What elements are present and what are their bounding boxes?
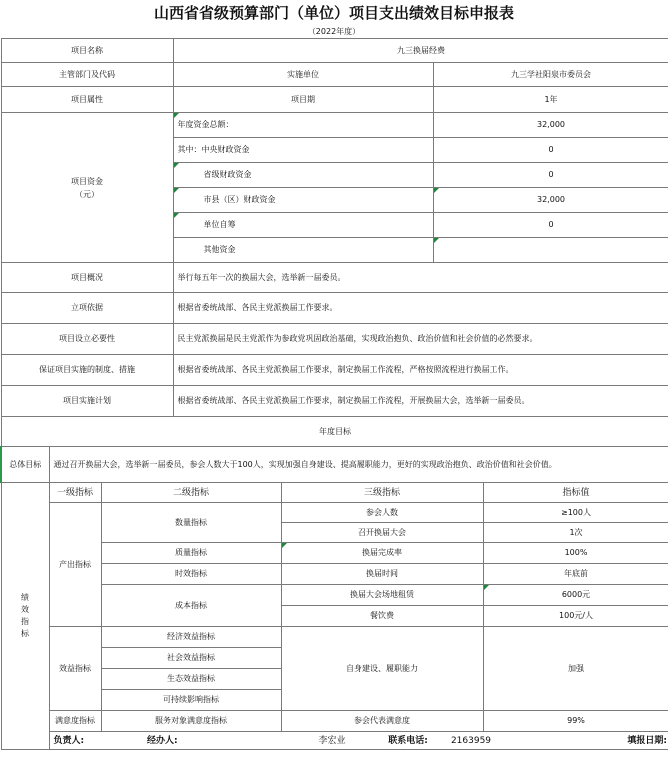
header-l2: 二级指标 bbox=[101, 483, 281, 503]
funds-total-label: 年度资金总额： bbox=[173, 113, 433, 138]
output-l2-time: 时效指标 bbox=[101, 564, 281, 585]
funds-central-value: 0 bbox=[433, 138, 668, 163]
output-l3: 换届时间 bbox=[281, 564, 483, 585]
date-label: 填报日期: bbox=[509, 732, 668, 750]
output-l2-quality: 质量指标 bbox=[101, 543, 281, 564]
handler-label: 经办人: bbox=[143, 732, 281, 750]
satisfaction-l1: 满意度指标 bbox=[49, 711, 101, 732]
system-label: 保证项目实施的制度、措施 bbox=[1, 355, 173, 386]
basis-label: 立项依据 bbox=[1, 293, 173, 324]
effect-val: 加强 bbox=[483, 627, 668, 711]
effect-l2: 经济效益指标 bbox=[101, 627, 281, 648]
funds-city-value: 32,000 bbox=[433, 188, 668, 213]
funds-label: 项目资金 （元） bbox=[1, 113, 173, 263]
overall-goal-label: 总体目标 bbox=[1, 447, 49, 483]
header-val: 指标值 bbox=[483, 483, 668, 503]
output-l3: 召开换届大会 bbox=[281, 523, 483, 543]
period-label: 项目期 bbox=[173, 87, 433, 113]
report-year: （2022年度） bbox=[307, 27, 361, 36]
report-table bbox=[0, 38, 668, 750]
basis-value: 根据省委统战部、各民主党派换届工作要求。 bbox=[173, 293, 668, 324]
funds-central-label: 其中：中央财政资金 bbox=[173, 138, 433, 163]
system-value: 根据省委统战部、各民主党派换届工作要求，制定换届工作流程，严格按照流程进行换届工作。 bbox=[173, 355, 668, 386]
handler-value: 李宏业 bbox=[281, 732, 383, 750]
output-l3: 参会人数 bbox=[281, 503, 483, 523]
funds-total-value: 32,000 bbox=[433, 113, 668, 138]
satisfaction-l2: 服务对象满意度指标 bbox=[101, 711, 281, 732]
funds-province-label: 省级财政资金 bbox=[173, 163, 433, 188]
project-name-label: 项目名称 bbox=[1, 39, 173, 63]
satisfaction-val: 99% bbox=[483, 711, 668, 732]
output-val: 100元/人 bbox=[483, 606, 668, 627]
leader-label: 负责人: bbox=[49, 732, 143, 750]
funds-city-label: 市县（区）财政资金 bbox=[173, 188, 433, 213]
phone-label: 联系电话: bbox=[383, 732, 433, 750]
funds-self-label: 单位自筹 bbox=[173, 213, 433, 238]
output-l2-quantity: 数量指标 bbox=[101, 503, 281, 543]
header-l3: 三级指标 bbox=[281, 483, 483, 503]
overview-label: 项目概况 bbox=[1, 263, 173, 293]
output-val: 6000元 bbox=[483, 585, 668, 606]
impl-unit-label: 实施单位 bbox=[173, 63, 433, 87]
output-l2-cost: 成本指标 bbox=[101, 585, 281, 627]
attr-label: 项目属性 bbox=[1, 87, 173, 113]
page-title: 山西省省级预算部门（单位）项目支出绩效目标申报表 bbox=[153, 4, 514, 22]
phone-value: 2163959 bbox=[433, 732, 509, 750]
funds-other-label: 其他资金 bbox=[173, 238, 433, 263]
dept-label: 主管部门及代码 bbox=[1, 63, 173, 87]
effect-l2: 生态效益指标 bbox=[101, 669, 281, 690]
effect-l2: 社会效益指标 bbox=[101, 648, 281, 669]
necessity-value: 民主党派换届是民主党派作为参政党巩固政治基础，实现政治抱负、政治价值和社会价值的必然要求。 bbox=[173, 324, 668, 355]
funds-province-value: 0 bbox=[433, 163, 668, 188]
output-l3: 餐饮费 bbox=[281, 606, 483, 627]
output-val: ≥100人 bbox=[483, 503, 668, 523]
output-val: 年底前 bbox=[483, 564, 668, 585]
plan-value: 根据省委统战部、各民主党派换届工作要求，制定换届工作流程，开展换届大会，选举新一届委员。 bbox=[173, 386, 668, 417]
overall-goal-value: 通过召开换届大会，选举新一届委员，参会人数大于100人，实现加强自身建设、提高履职能力，更好的实现政治抱负、政治价值和社会价值。 bbox=[49, 447, 668, 483]
output-val: 1次 bbox=[483, 523, 668, 543]
period-value: 1年 bbox=[433, 87, 668, 113]
plan-label: 项目实施计划 bbox=[1, 386, 173, 417]
impl-unit-value: 九三学社阳泉市委员会 bbox=[433, 63, 668, 87]
funds-other-value bbox=[433, 238, 668, 263]
project-name-value: 九三换届经费 bbox=[173, 39, 668, 63]
satisfaction-l3: 参会代表满意度 bbox=[281, 711, 483, 732]
indicators-side-label: 绩 效 指 标 bbox=[1, 483, 49, 750]
effect-l2: 可持续影响指标 bbox=[101, 690, 281, 711]
annual-goal-header: 年度目标 bbox=[1, 417, 668, 447]
output-val: 100% bbox=[483, 543, 668, 564]
necessity-label: 项目设立必要性 bbox=[1, 324, 173, 355]
effect-l3: 自身建设、履职能力 bbox=[281, 627, 483, 711]
output-label: 产出指标 bbox=[49, 503, 101, 627]
overview-value: 举行每五年一次的换届大会，选举新一届委员。 bbox=[173, 263, 668, 293]
funds-self-value: 0 bbox=[433, 213, 668, 238]
header-l1: 一级指标 bbox=[49, 483, 101, 503]
output-l3: 换届大会场地租赁 bbox=[281, 585, 483, 606]
output-l3: 换届完成率 bbox=[281, 543, 483, 564]
effect-label: 效益指标 bbox=[49, 627, 101, 711]
